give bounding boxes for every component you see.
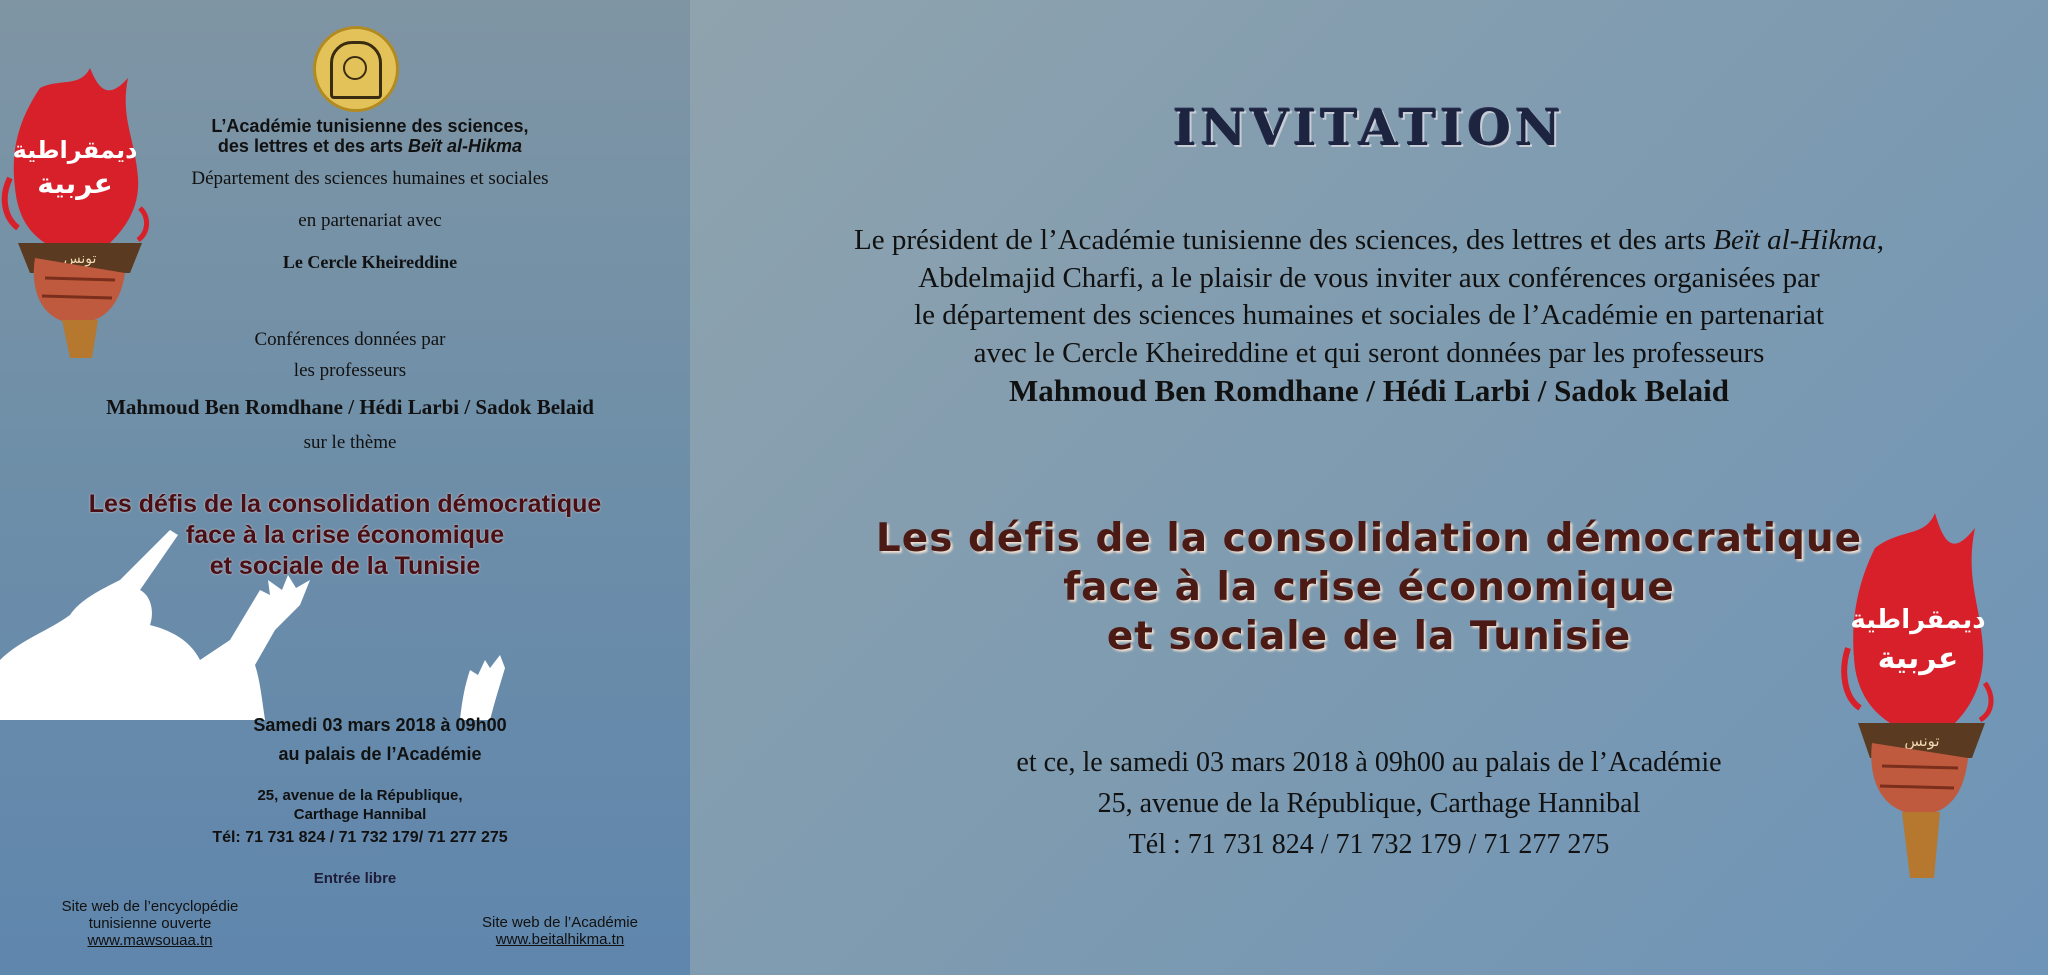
site-encyclopedia-label-2: tunisienne ouverte <box>88 915 212 932</box>
event-address: 25, avenue de la République, Carthage Hannibal <box>1097 788 1641 819</box>
title-line-1: Les défis de la consolidation démocratique <box>88 490 602 518</box>
invitation-paragraph <box>690 222 2048 410</box>
torch-icon <box>1840 508 2000 878</box>
site-encyclopedia-label-1: Site web de l’encyclopédie <box>61 898 239 915</box>
address-line-1: 25, avenue de la République, <box>257 787 463 804</box>
para-line-3: le département des sciences humaines et sociales de l’Académie en partenariat <box>914 299 1824 331</box>
site-academy-label: Site web de l’Académie <box>482 914 638 931</box>
mawsouaa-link[interactable]: www.mawsouaa.tn <box>87 932 213 949</box>
crowd-silhouette <box>0 520 520 720</box>
beitalhikma-link[interactable]: www.beitalhikma.tn <box>495 931 625 948</box>
speakers-names: Mahmoud Ben Romdhane / Hédi Larbi / Sadok Belaid <box>1008 373 1730 408</box>
title-line-3: et sociale de la Tunisie <box>1106 614 1632 659</box>
title-line-2: face à la crise économique <box>185 521 505 549</box>
phone-numbers: Tél: 71 731 824 / 71 732 179/ 71 277 275 <box>212 829 508 846</box>
para-line-4: avec le Cercle Kheireddine et qui seront données par les professeurs <box>973 336 1765 369</box>
academy-name-line2: des lettres et des arts Beït al-Hikma <box>217 136 523 156</box>
event-date-line: et ce, le samedi 03 mars 2018 à 09h00 au palais de l’Académie <box>1016 747 1722 778</box>
torch-slogan-2: عربية <box>1877 641 1959 676</box>
title-line-2: face à la crise économique <box>1063 565 1675 610</box>
event-venue: au palais de l’Académie <box>278 744 482 764</box>
invitation-heading: INVITATION <box>1173 98 1565 157</box>
speakers-names: Mahmoud Ben Romdhane / Hédi Larbi / Sadok Belaid <box>106 395 594 419</box>
flyer-panel <box>0 0 690 975</box>
title-line-1: Les défis de la consolidation démocratique <box>875 516 1863 561</box>
para-line-2: Abdelmajid Charfi, a le plaisir de vous inviter aux conférences organisées par <box>918 261 1820 294</box>
academy-seal-icon <box>313 26 399 112</box>
torch-slogan-3: تونس <box>63 251 97 267</box>
event-address <box>150 786 570 824</box>
partner-name: Le Cercle Kheireddine <box>282 252 458 272</box>
academy-name <box>170 116 570 156</box>
event-date: Samedi 03 mars 2018 à 09h00 <box>253 715 507 735</box>
title-line-3: et sociale de la Tunisie <box>209 552 481 580</box>
torch-slogan-3: تونس <box>1904 732 1940 750</box>
torch-slogan-1: ديمقراطية <box>12 136 138 164</box>
entry-free-label: Entrée libre <box>313 870 397 887</box>
site-academy <box>460 914 660 948</box>
phone-numbers: Tél : 71 731 824 / 71 732 179 / 71 277 275 <box>1128 829 1610 860</box>
para-line-1: Le président de l’Académie tunisienne des sciences, des lettres et des arts Beït al-Hikma, <box>854 224 1884 256</box>
torch-slogan-1: ديمقراطية <box>1850 605 1986 635</box>
conferences-label: Conférences données par <box>254 329 446 350</box>
site-encyclopedia <box>40 898 260 949</box>
partnership-label: en partenariat avec <box>298 210 442 231</box>
department-label: Département des sciences humaines et sociales <box>191 168 549 189</box>
academy-name-line1: L’Académie tunisienne des sciences, <box>211 116 529 136</box>
torch-icon <box>0 58 160 358</box>
torch-slogan-2: عربية <box>37 167 113 200</box>
professors-label: les professeurs <box>293 360 407 381</box>
invitation-panel <box>690 0 2048 975</box>
address-line-2: Carthage Hannibal <box>293 806 427 823</box>
theme-label: sur le thème <box>303 432 397 453</box>
